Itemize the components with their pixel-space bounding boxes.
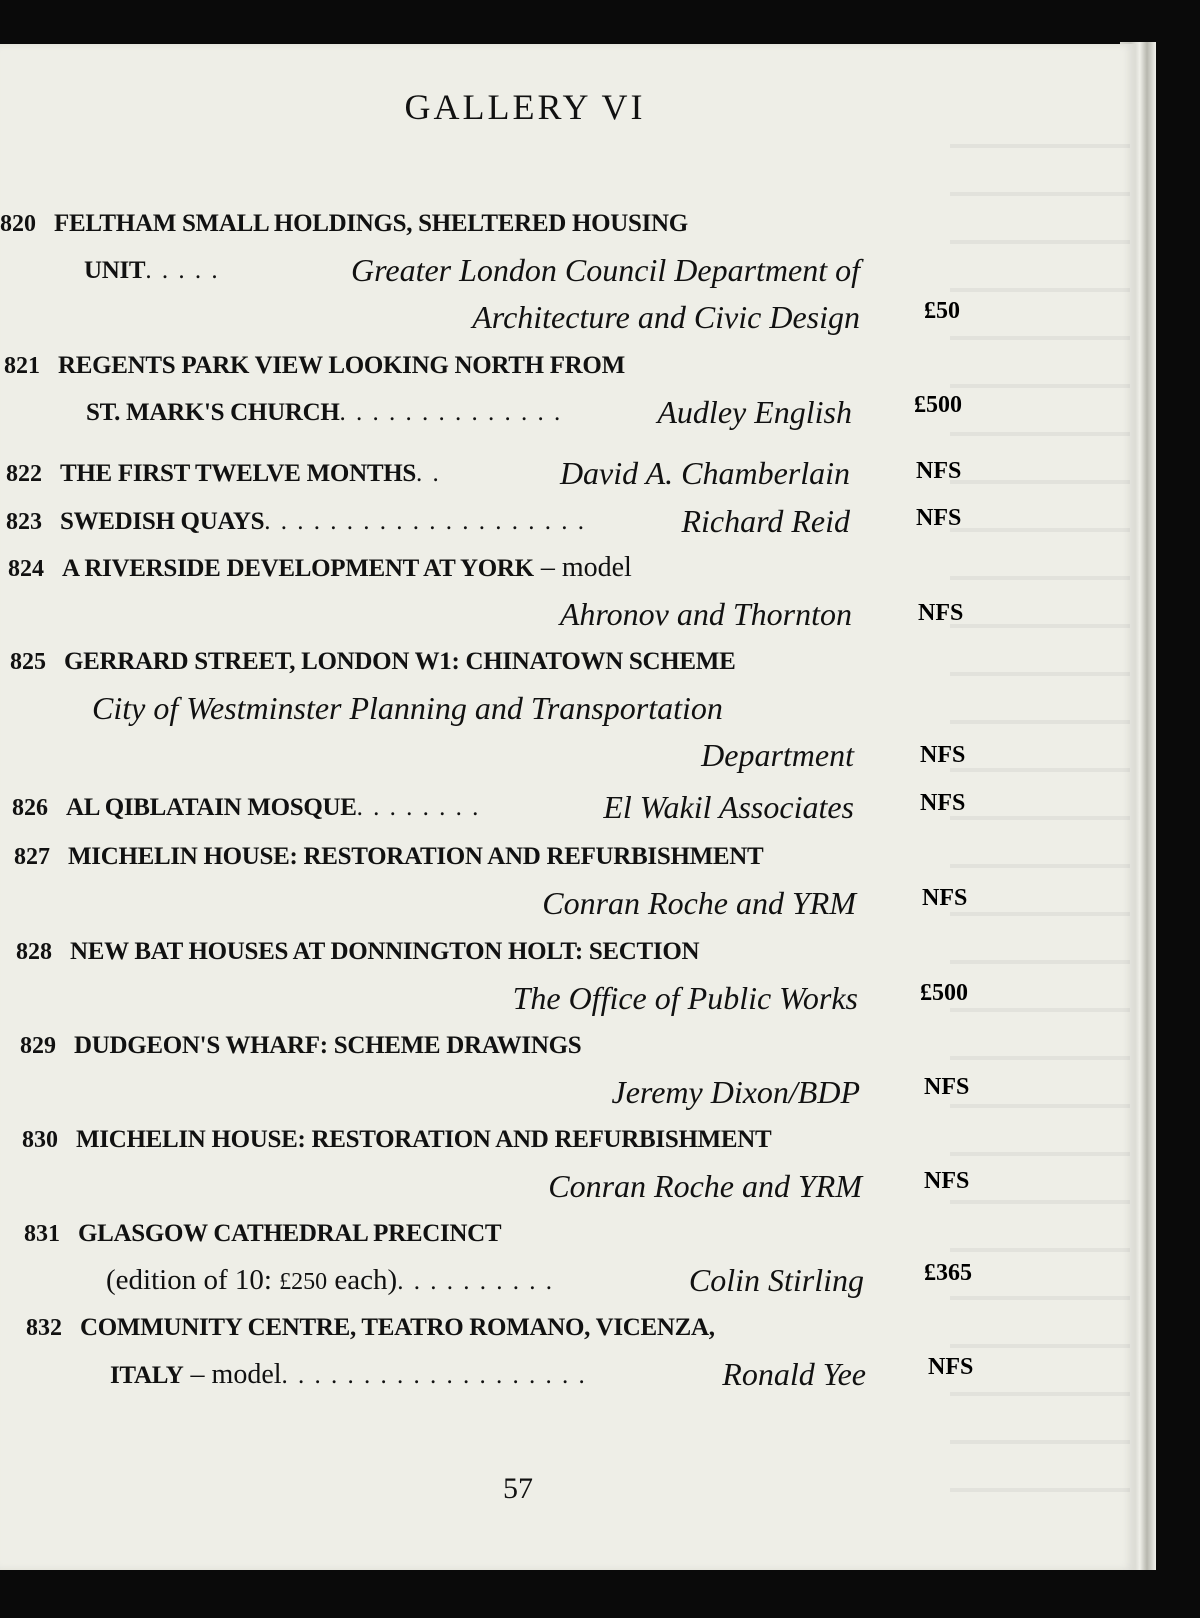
- entry-price: NFS: [918, 600, 964, 626]
- entry-827: [14, 833, 856, 927]
- entry-price: NFS: [924, 1074, 970, 1100]
- entry-820: [0, 200, 860, 341]
- leader-dots: . . . . . . . . . . . . . .: [339, 399, 563, 426]
- entry-number: 826: [12, 795, 48, 821]
- entry-price: NFS: [916, 458, 962, 484]
- entry-824: [8, 544, 852, 638]
- entry-price: NFS: [920, 742, 966, 768]
- entry-number: 824: [8, 556, 44, 582]
- show-through: [950, 104, 1130, 1504]
- entry-number: 820: [0, 211, 36, 237]
- entry-number: 828: [16, 939, 52, 965]
- entry-author: David A. Chamberlain: [559, 455, 850, 491]
- entry-title: FELTHAM SMALL HOLDINGS, SHELTERED HOUSING: [54, 210, 688, 237]
- entry-826: [12, 784, 854, 831]
- entry-author: Jeremy Dixon/BDP: [611, 1074, 860, 1110]
- entry-author: Colin Stirling: [688, 1262, 864, 1298]
- entry-number: 821: [4, 353, 40, 379]
- entry-author: Greater London Council Department of: [351, 252, 860, 288]
- entry-number: 832: [26, 1315, 62, 1341]
- entry-831: [24, 1210, 864, 1304]
- entry-medium: – model: [183, 1359, 282, 1390]
- entry-832: [26, 1304, 866, 1398]
- entry-author: Audley English: [657, 394, 852, 430]
- leader-dots: . . . . . . . .: [356, 794, 481, 821]
- entry-medium: – model: [533, 552, 632, 583]
- entry-author: Conran Roche and YRM: [542, 885, 856, 921]
- entry-title-cont: ITALY: [110, 1362, 184, 1389]
- entry-number: 830: [22, 1127, 58, 1153]
- entry-title: MICHELIN HOUSE: RESTORATION AND REFURBISHMENT: [68, 843, 764, 870]
- leader-dots: . . . . .: [145, 257, 220, 284]
- entry-author: Richard Reid: [681, 503, 850, 539]
- entry-title: DUDGEON'S WHARF: SCHEME DRAWINGS: [74, 1032, 582, 1059]
- leader-dots: . . . . . . . . . . . . . . . . . . .: [281, 1362, 587, 1389]
- entry-author: Ahronov and Thornton: [559, 596, 852, 632]
- entry-title: AL QIBLATAIN MOSQUE: [66, 794, 357, 821]
- entry-price: £500: [914, 392, 962, 418]
- entry-title: SWEDISH QUAYS: [60, 508, 265, 535]
- entry-829: [20, 1022, 860, 1116]
- entry-author: City of Westminster Planning and Transportation: [92, 690, 723, 726]
- leader-dots: . .: [415, 460, 441, 487]
- edition-note: (edition of 10:: [106, 1264, 280, 1296]
- entry-number: 822: [6, 461, 42, 487]
- entry-price: NFS: [928, 1354, 974, 1380]
- entry-number: 825: [10, 649, 46, 675]
- entry-title: COMMUNITY CENTRE, TEATRO ROMANO, VICENZA,: [80, 1314, 715, 1341]
- entry-number: 827: [14, 844, 50, 870]
- entry-author-cont: Architecture and Civic Design: [472, 299, 860, 335]
- entry-price: NFS: [922, 885, 968, 911]
- entry-title-cont: ST. MARK'S CHURCH: [86, 399, 340, 426]
- page-title: GALLERY VI: [404, 87, 646, 127]
- entry-830: [22, 1116, 862, 1210]
- edition-note-end: each): [327, 1264, 398, 1296]
- entry-price: NFS: [920, 790, 966, 816]
- entry-author: El Wakil Associates: [603, 789, 854, 825]
- leader-dots: . . . . . . . . . . . . . . . . . . . .: [264, 508, 587, 535]
- entry-title: A RIVERSIDE DEVELOPMENT AT YORK: [62, 555, 534, 582]
- entry-number: 823: [6, 509, 42, 535]
- entry-title: THE FIRST TWELVE MONTHS: [60, 460, 416, 487]
- entry-823: [6, 498, 850, 545]
- entry-number: 831: [24, 1221, 60, 1247]
- entry-title: NEW BAT HOUSES AT DONNINGTON HOLT: SECTION: [70, 938, 700, 965]
- entry-author: Ronald Yee: [722, 1356, 866, 1392]
- entry-825: [10, 638, 854, 779]
- entry-821: [4, 342, 852, 436]
- entry-price: £500: [920, 980, 968, 1006]
- entry-title: GLASGOW CATHEDRAL PRECINCT: [78, 1220, 502, 1247]
- entry-title: REGENTS PARK VIEW LOOKING NORTH FROM: [58, 352, 625, 379]
- entry-price: £365: [924, 1260, 972, 1286]
- entry-price: £50: [924, 298, 960, 324]
- entry-author: The Office of Public Works: [512, 980, 858, 1016]
- entry-822: [6, 450, 850, 497]
- entry-price: NFS: [924, 1168, 970, 1194]
- page-number: 57: [503, 1472, 533, 1505]
- entry-title: GERRARD STREET, LONDON W1: CHINATOWN SCHEME: [64, 648, 736, 675]
- entry-title-cont: UNIT: [84, 257, 146, 284]
- entry-828: [16, 928, 858, 1022]
- leader-dots: . . . . . . . . . .: [397, 1268, 554, 1295]
- entry-author-cont: Department: [701, 737, 854, 773]
- entry-number: 829: [20, 1033, 56, 1059]
- entry-author: Conran Roche and YRM: [548, 1168, 862, 1204]
- edition-price: £250: [279, 1269, 328, 1295]
- entry-price: NFS: [916, 505, 962, 531]
- entry-title: MICHELIN HOUSE: RESTORATION AND REFURBISHMENT: [76, 1126, 772, 1153]
